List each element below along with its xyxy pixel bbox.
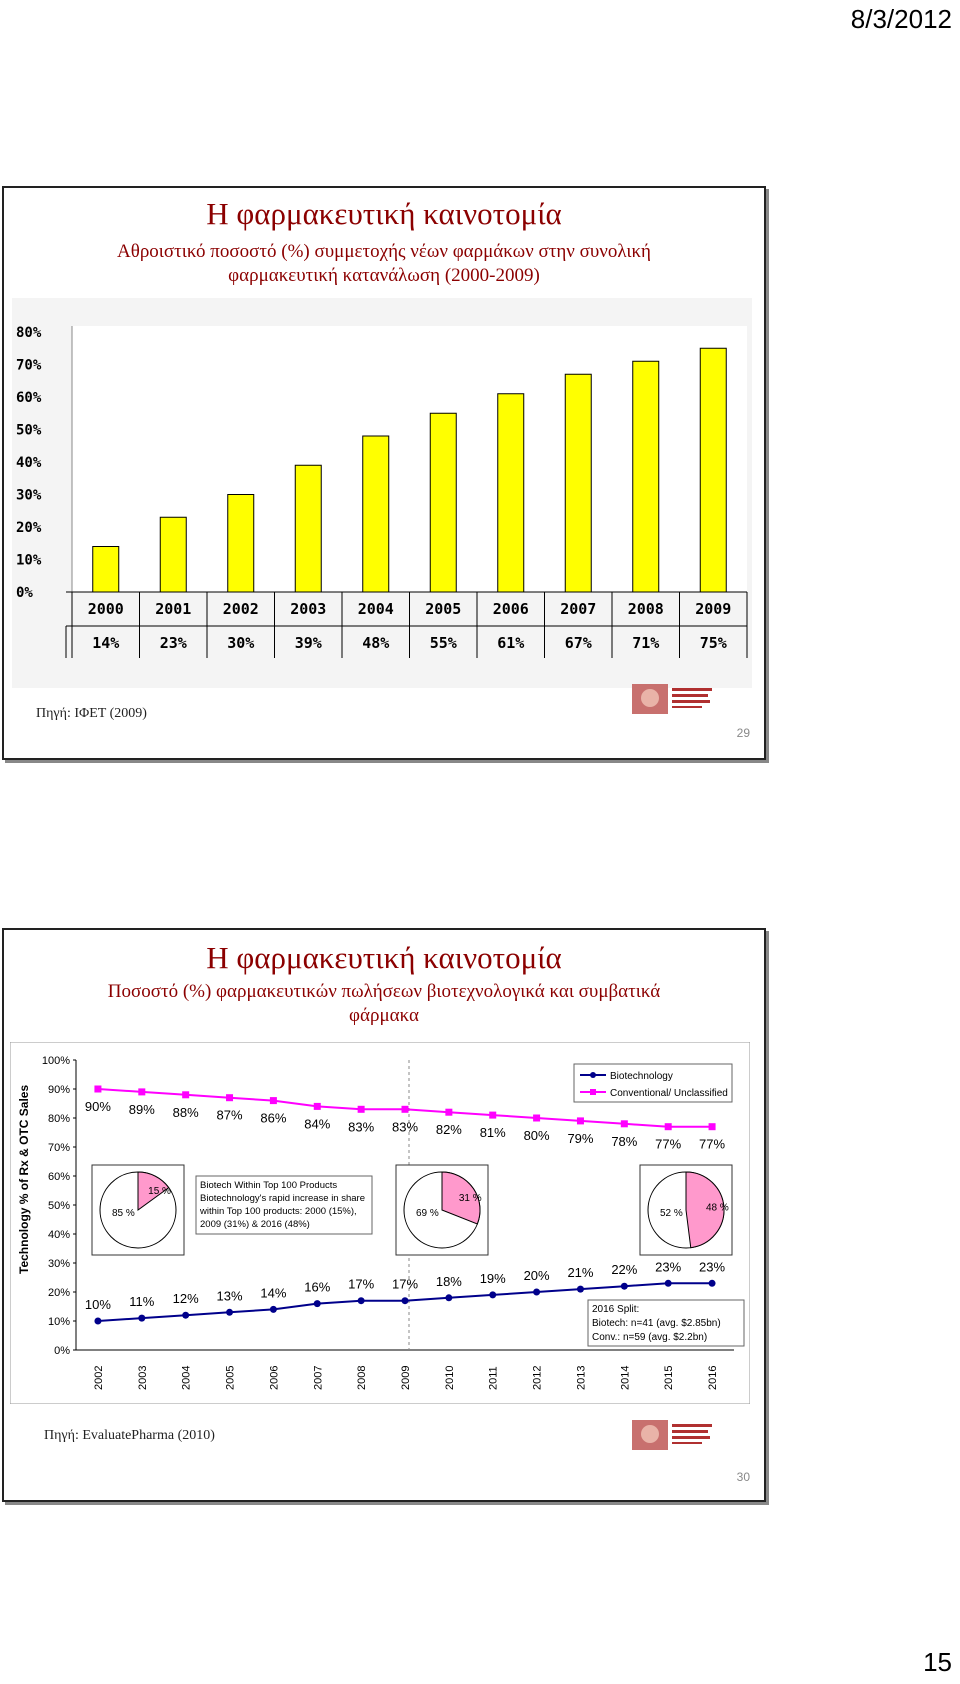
bar <box>295 465 321 592</box>
pie-conventional-label: 69 % <box>416 1208 439 1219</box>
y-tick-label: 10% <box>47 1316 70 1328</box>
slide-subtitle-line1: Αθροιστικό ποσοστό (%) συμμετοχής νέων φαρμάκων στην συνολική <box>117 241 651 262</box>
x-tick-label: 2011 <box>487 1366 500 1390</box>
data-point <box>621 1283 628 1290</box>
legend-marker <box>590 1072 596 1078</box>
x-tick-label: 2008 <box>356 1365 369 1390</box>
data-point <box>709 1280 716 1287</box>
slide-title: Η φαρμακευτική καινοτομία <box>206 196 562 231</box>
data-point <box>489 1291 496 1298</box>
data-label: 75% <box>699 634 727 652</box>
data-label: 79% <box>567 1130 594 1146</box>
y-tick-label: 90% <box>47 1084 70 1096</box>
legend-marker <box>590 1089 596 1095</box>
slide-subtitle-line2: φάρμακα <box>349 1005 419 1026</box>
x-tick-label: 2014 <box>619 1365 632 1390</box>
y-tick-label: 30% <box>47 1258 70 1270</box>
source-text: Πηγή: EvaluatePharma (2010) <box>44 1428 215 1443</box>
hellenic-association-logo <box>632 684 714 714</box>
category-label: 2004 <box>357 600 394 618</box>
split-line: Biotech: n=41 (avg. $2.85bn) <box>592 1318 721 1329</box>
data-label: 61% <box>497 634 525 652</box>
data-label: 23% <box>159 634 187 652</box>
data-label: 18% <box>435 1273 462 1289</box>
y-axis-label: Technology % of Rx & OTC Sales <box>17 1084 31 1274</box>
x-tick-label: 2005 <box>224 1365 237 1390</box>
y-tick-label: 0% <box>54 1345 70 1357</box>
y-tick-label: 20% <box>16 520 42 536</box>
data-label: 88% <box>172 1104 199 1120</box>
slide-subtitle-line2: φαρμακευτική κατανάλωση (2000-2009) <box>228 265 540 286</box>
y-tick-label: 100% <box>41 1055 70 1067</box>
pie-biotech-label: 48 % <box>705 1202 729 1214</box>
y-tick-label: 70% <box>16 357 42 374</box>
data-point <box>445 1109 452 1116</box>
y-tick-label: 70% <box>47 1142 70 1154</box>
y-tick-label: 30% <box>16 487 42 504</box>
x-tick-label: 2007 <box>312 1365 325 1390</box>
data-label: 77% <box>655 1136 682 1152</box>
category-label: 2006 <box>492 600 529 618</box>
data-point <box>182 1312 189 1319</box>
data-point <box>533 1289 540 1296</box>
bar <box>498 394 524 592</box>
annotation-box <box>196 1176 372 1234</box>
y-tick-label: 40% <box>47 1229 70 1241</box>
data-point <box>138 1088 145 1095</box>
pie-biotech-label: 15 % <box>148 1186 171 1198</box>
data-label: 55% <box>429 634 457 652</box>
legend-label: Biotechnology <box>610 1071 673 1082</box>
data-point <box>709 1123 716 1130</box>
data-label: 20% <box>523 1268 550 1283</box>
category-label: 2003 <box>290 600 327 618</box>
x-tick-label: 2013 <box>575 1365 588 1390</box>
source-text: Πηγή: ΙΦΕΤ (2009) <box>36 706 147 721</box>
data-label: 23% <box>655 1259 682 1275</box>
data-point <box>533 1115 540 1122</box>
bar <box>93 547 119 593</box>
data-point <box>621 1120 628 1127</box>
page-number: 15 <box>923 1647 952 1677</box>
data-label: 48% <box>362 634 390 652</box>
x-tick-label: 2006 <box>268 1365 281 1390</box>
data-point <box>94 1086 101 1093</box>
bar <box>700 348 726 592</box>
data-label: 84% <box>304 1116 331 1132</box>
data-label: 80% <box>523 1128 550 1143</box>
data-label: 16% <box>304 1279 331 1295</box>
pie-conventional-label: 85 % <box>112 1208 135 1219</box>
bar <box>228 495 254 593</box>
data-point <box>402 1106 409 1113</box>
data-label: 17% <box>348 1276 375 1292</box>
bar <box>565 374 591 592</box>
split-box <box>588 1300 744 1346</box>
y-tick-label: 50% <box>47 1200 70 1212</box>
data-label: 77% <box>699 1136 726 1152</box>
data-point <box>489 1112 496 1119</box>
x-tick-label: 2009 <box>400 1365 412 1390</box>
data-point <box>358 1106 365 1113</box>
line-chart <box>10 1042 750 1404</box>
hellenic-association-logo <box>632 1420 714 1450</box>
data-label: 89% <box>128 1101 155 1117</box>
data-label: 81% <box>479 1125 506 1141</box>
category-label: 2007 <box>560 600 597 618</box>
bar <box>363 436 389 592</box>
y-tick-label: 20% <box>47 1287 70 1299</box>
data-point <box>358 1297 365 1304</box>
category-label: 2002 <box>222 600 259 618</box>
data-label: 11% <box>129 1294 155 1310</box>
pie-conventional-label: 52 % <box>660 1208 683 1219</box>
slide-title: Η φαρμακευτική καινοτομία <box>206 940 562 975</box>
data-point <box>445 1294 452 1301</box>
data-point <box>182 1091 189 1098</box>
data-label: 83% <box>391 1119 419 1135</box>
data-label: 22% <box>611 1262 638 1278</box>
category-label: 2008 <box>627 600 664 618</box>
data-label: 67% <box>564 634 592 652</box>
data-label: 30% <box>227 634 255 652</box>
slide-number: 29 <box>736 726 750 740</box>
annotation-line: 2009 (31%) & 2016 (48%) <box>200 1219 310 1230</box>
data-point <box>577 1117 584 1124</box>
y-tick-label: 50% <box>16 422 42 439</box>
y-tick-label: 40% <box>16 455 42 471</box>
x-tick-label: 2012 <box>531 1365 544 1390</box>
x-tick-label: 2010 <box>443 1365 456 1390</box>
y-tick-label: 60% <box>16 390 42 406</box>
slide-30 <box>2 928 766 1502</box>
data-point <box>138 1315 145 1322</box>
data-label: 14% <box>260 1285 287 1301</box>
x-tick-label: 2003 <box>136 1365 149 1390</box>
split-line: Conv.: n=59 (avg. $2.2bn) <box>592 1332 708 1343</box>
bar <box>160 517 186 592</box>
header-date: 8/3/2012 <box>850 4 952 34</box>
pie-biotech-label: 31 % <box>458 1192 482 1204</box>
data-label: 87% <box>216 1107 243 1123</box>
category-label: 2000 <box>87 600 124 618</box>
data-point <box>270 1306 277 1313</box>
data-point <box>314 1103 321 1110</box>
x-tick-label: 2015 <box>663 1365 676 1390</box>
annotation-line: Biotech Within Top 100 Products <box>200 1180 338 1191</box>
data-label: 90% <box>84 1099 111 1114</box>
x-tick-label: 2002 <box>92 1365 105 1390</box>
y-tick-label: 0% <box>16 585 33 601</box>
data-point <box>270 1097 277 1104</box>
data-label: 86% <box>260 1110 287 1126</box>
slide-subtitle-line1: Ποσοστό (%) φαρμακευτικών πωλήσεων βιοτεχνολογικά και συμβατικά <box>107 981 661 1002</box>
annotation-line: within Top 100 products: 2000 (15%), <box>200 1206 357 1217</box>
slide-number: 30 <box>736 1470 750 1484</box>
bar <box>633 361 659 592</box>
split-line: 2016 Split: <box>592 1304 640 1315</box>
data-point <box>226 1309 233 1316</box>
y-tick-label: 80% <box>47 1113 70 1125</box>
data-label: 78% <box>611 1133 638 1149</box>
x-tick-label: 2004 <box>180 1365 193 1390</box>
bar-chart <box>12 298 752 688</box>
data-point <box>665 1280 672 1287</box>
data-point <box>94 1318 101 1325</box>
category-label: 2001 <box>155 600 192 618</box>
data-label: 23% <box>699 1259 726 1275</box>
legend-label: Conventional/ Unclassified <box>610 1088 728 1099</box>
data-label: 82% <box>435 1122 462 1138</box>
category-label: 2005 <box>425 600 462 618</box>
x-tick-label: 2016 <box>707 1365 720 1390</box>
data-point <box>577 1286 584 1293</box>
data-point <box>665 1123 672 1130</box>
y-tick-label: 10% <box>16 552 42 569</box>
data-label: 17% <box>391 1276 419 1292</box>
y-tick-label: 80% <box>16 325 42 341</box>
data-label: 19% <box>479 1270 506 1286</box>
data-label: 71% <box>632 634 660 652</box>
annotation-line: Biotechnology's rapid increase in share <box>200 1193 365 1204</box>
data-point <box>314 1300 321 1307</box>
data-label: 10% <box>84 1297 111 1312</box>
data-point <box>402 1297 409 1304</box>
slide-29 <box>2 186 766 760</box>
y-tick-label: 60% <box>47 1171 70 1183</box>
data-point <box>226 1094 233 1101</box>
data-label: 39% <box>294 634 322 652</box>
bar <box>430 413 456 592</box>
data-label: 14% <box>92 634 120 652</box>
data-label: 83% <box>348 1119 375 1135</box>
data-label: 21% <box>567 1265 594 1281</box>
data-label: 13% <box>216 1288 243 1304</box>
data-label: 12% <box>172 1291 199 1307</box>
category-label: 2009 <box>695 600 732 618</box>
